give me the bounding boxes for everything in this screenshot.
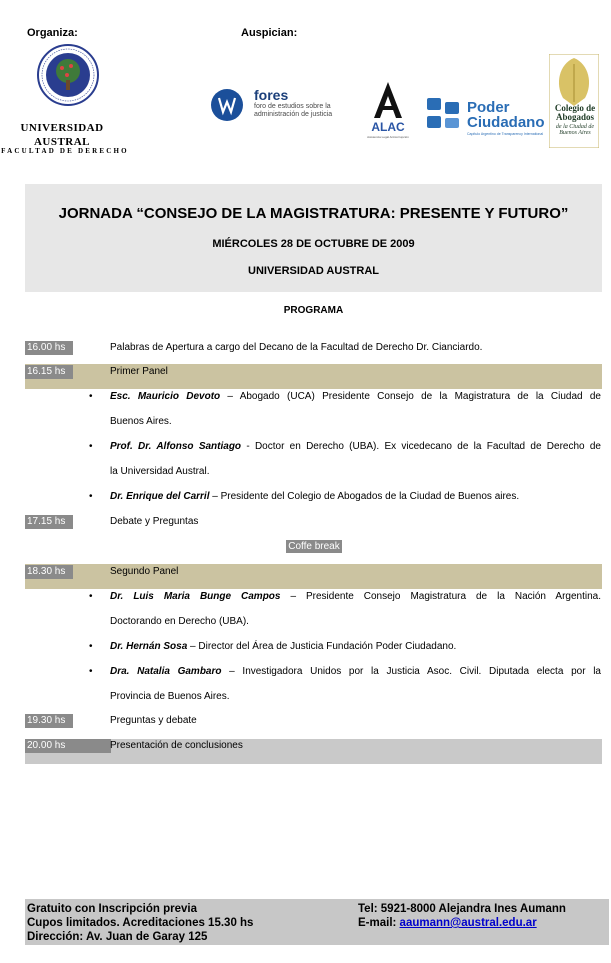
alac-logo-icon [360,68,416,146]
speaker-name: Dr. Luis Maria Bunge Campos [110,591,281,602]
colegio-name: Colegio de Abogados [554,103,596,122]
speaker-line-cont: Doctorando en Derecho (UBA). [110,616,249,627]
agenda-item: Preguntas y debate [110,715,197,726]
time-slot: 18.30 hs [25,565,73,579]
bullet: • [89,441,93,452]
fores-name: fores [254,87,289,103]
agenda-item: Palabras de Apertura a cargo del Decano de la Facultad de Derecho Dr. Cianciardo. [110,342,483,353]
time-slot: 17.15 hs [25,515,73,529]
speaker-name: Prof. Dr. Alfonso Santiago [110,441,242,452]
email-label: E-mail: [358,917,400,929]
speaker-line: Esc. Mauricio Devoto – Abogado (UCA) Presidente Consejo de la Magistratura de la Ciudad de [110,391,601,402]
fores-subtitle: foro de estudios sobre la administración de justicia [254,103,333,118]
colegio-subtitle: de la Ciudad de Buenos Aires [555,124,595,136]
event-title: JORNADA “CONSEJO DE LA MAGISTRATURA: PRESENTE Y FUTURO” [58,205,569,222]
footer-email-line [358,916,537,930]
poder-ciudadano-name: Poder Ciudadano [467,99,545,131]
time-slot: 16.15 hs [25,365,73,379]
footer-capacity: Cupos limitados. Acreditaciones 15.30 hs [27,917,254,929]
email-link[interactable]: aaumann@austral.edu.ar [399,917,537,929]
auspician-label: Auspician: [241,27,298,39]
footer-address: Dirección: Av. Juan de Garay 125 [27,931,208,943]
bullet: • [89,591,93,602]
speaker-name: Esc. Mauricio Devoto [110,391,221,402]
faculty-name: FACULTAD DE DERECHO [1,147,129,155]
time-slot: 19.30 hs [25,714,73,728]
time-slot: 16.00 hs [25,341,73,355]
panel-title: Segundo Panel [110,566,179,577]
time-slot: 20.00 hs [25,739,111,753]
speaker-name: Dr. Enrique del Carril [110,491,210,502]
event-date: MIÉRCOLES 28 DE OCTUBRE DE 2009 [212,238,415,250]
footer-registration: Gratuito con Inscripción previa [27,903,197,915]
bullet: • [89,641,93,652]
speaker-line-cont: la Universidad Austral. [110,466,210,477]
programa-heading: PROGRAMA [283,305,344,316]
organiza-label: Organiza: [27,27,78,39]
panel-title: Primer Panel [110,366,168,377]
coffee-break-badge: Coffe break [286,540,342,553]
speaker-line: Dr. Enrique del Carril – Presidente del Colegio de Abogados de la Ciudad de Buenos aires. [110,491,520,502]
footer-phone: Tel: 5921-8000 Alejandra Ines Aumann [358,903,566,915]
agenda-item: Presentación de conclusiones [110,740,243,751]
speaker-name: Dra. Natalia Gambaro [110,666,222,677]
bullet: • [89,391,93,402]
speaker-name: Dr. Hernán Sosa [110,641,188,652]
agenda-item: Debate y Preguntas [110,516,199,527]
alac-subtitle: Asistencia Legal Anticorrupción [367,135,409,139]
speaker-line: Dr. Hernán Sosa – Director del Área de Justicia Fundación Poder Ciudadano. [110,641,457,652]
event-place: UNIVERSIDAD AUSTRAL [248,265,379,277]
university-seal-icon [37,44,99,106]
speaker-line: Dra. Natalia Gambaro – Investigadora Unidos por la Justicia Asoc. Civil. Diputada electa por la [110,666,601,677]
speaker-line-cont: Provincia de Buenos Aires. [110,691,230,702]
poder-ciudadano-logo-icon [425,96,463,132]
poder-ciudadano-subtitle: Capítulo Argentino de Transparency International [467,132,544,136]
bullet: • [89,666,93,677]
speaker-line-cont: Buenos Aires. [110,416,172,427]
fores-logo-icon [210,88,244,122]
alac-name: ALAC [371,120,405,134]
university-name: UNIVERSIDAD AUSTRAL [20,122,104,148]
alac-logo [360,68,416,146]
speaker-line: Prof. Dr. Alfonso Santiago - Doctor en Derecho (UBA). Ex vicedecano de la Facultad de Derecho de [110,441,601,452]
speaker-line: Dr. Luis Maria Bunge Campos – Presidente Consejo Magistratura de la Nación Argentina. [110,591,601,602]
bullet: • [89,491,93,502]
